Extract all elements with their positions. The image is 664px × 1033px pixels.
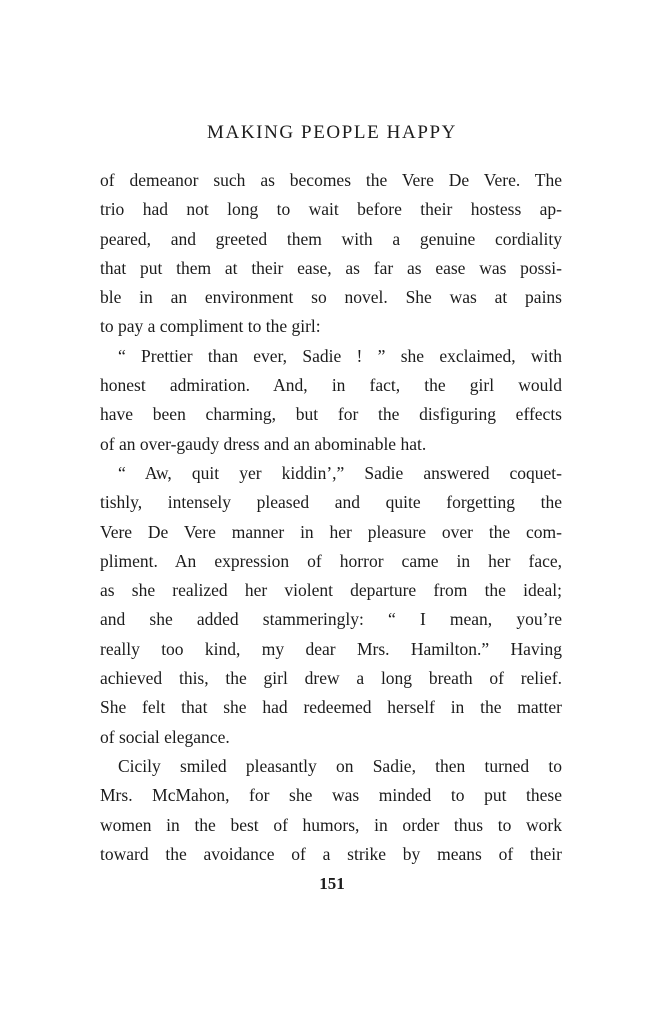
text-line: Vere De Vere manner in her pleasure over the com-: [100, 521, 562, 542]
text-line: peared, and greeted them with a genuine cordiality: [100, 228, 562, 249]
text-line: “ Prettier than ever, Sadie ! ” she exclaimed, with: [118, 345, 562, 366]
running-head: MAKING PEOPLE HAPPY: [207, 122, 457, 143]
text-line: to pay a compliment to the girl:: [100, 316, 321, 337]
text-line: and she added stammeringly: “ I mean, you’re: [100, 609, 562, 630]
text-line: that put them at their ease, as far as ease was possi-: [100, 257, 562, 278]
text-line: tishly, intensely pleased and quite forgetting the: [100, 492, 562, 513]
text-line: She felt that she had redeemed herself in the matter: [100, 697, 562, 718]
text-line: toward the avoidance of a strike by means of their: [100, 843, 562, 864]
text-line: achieved this, the girl drew a long breath of relief.: [100, 668, 562, 689]
text-line: Mrs. McMahon, for she was minded to put these: [100, 785, 562, 806]
text-line: have been charming, but for the disfiguring effects: [100, 404, 562, 425]
text-line: really too kind, my dear Mrs. Hamilton.” Having: [100, 638, 562, 659]
text-line: of social elegance.: [100, 726, 230, 747]
text-line: Cicily smiled pleasantly on Sadie, then turned to: [118, 755, 562, 776]
body-text: [100, 166, 562, 869]
text-line: pliment. An expression of horror came in her face,: [100, 550, 562, 571]
text-line: “ Aw, quit yer kiddin’,” Sadie answered coquet-: [118, 462, 562, 483]
text-line: as she realized her violent departure from the ideal;: [100, 580, 562, 601]
page-number: 151: [319, 874, 345, 893]
text-line: ble in an environment so novel. She was at pains: [100, 287, 562, 308]
text-line: of demeanor such as becomes the Vere De Vere. The: [100, 170, 562, 190]
text-line: of an over-gaudy dress and an abominable hat.: [100, 433, 427, 454]
text-line: honest admiration. And, in fact, the girl would: [100, 375, 562, 396]
text-line: women in the best of humors, in order thus to work: [100, 814, 562, 835]
text-line: trio had not long to wait before their hostess ap-: [100, 199, 562, 220]
